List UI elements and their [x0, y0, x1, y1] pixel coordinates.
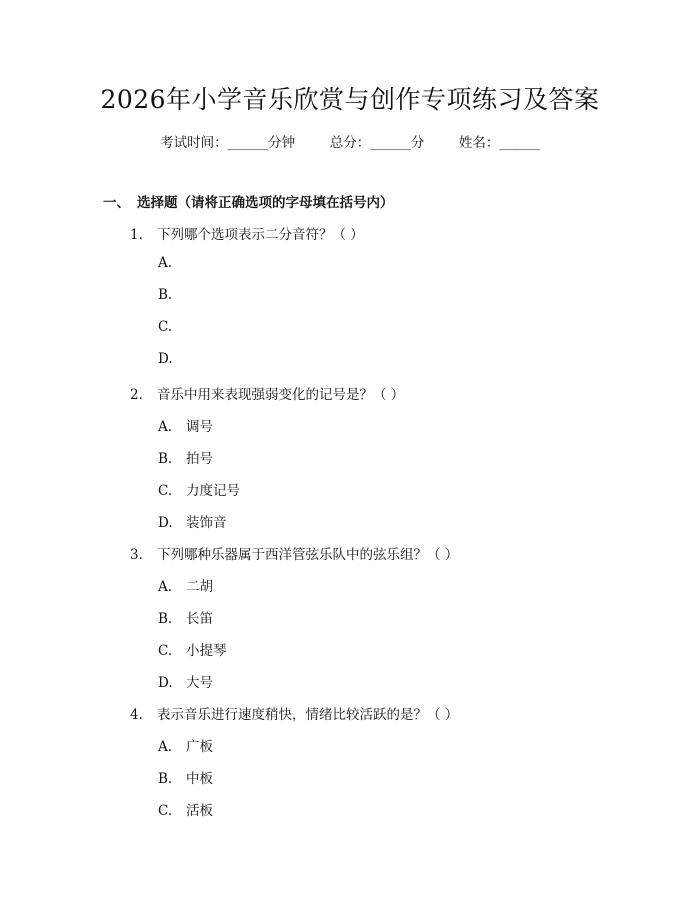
option-letter: C. — [158, 319, 173, 335]
option-item — [158, 607, 213, 627]
option-item — [158, 447, 213, 467]
option-letter: A. — [158, 739, 173, 755]
section-title: 选择题（请将正确选项的字母填在括号内） — [137, 195, 394, 211]
option-text: 活板 — [186, 803, 213, 819]
option-item — [158, 639, 227, 659]
page-title: 2026年小学音乐欣赏与创作专项练习及答案 — [100, 85, 600, 114]
exam-time-blank: ______ — [227, 135, 269, 151]
option-item — [158, 671, 213, 691]
option-text: 小提琴 — [186, 643, 227, 659]
section-number: 一、 — [103, 195, 130, 211]
question-item — [130, 703, 458, 723]
option-item — [158, 767, 213, 787]
question-text: 下列哪种乐器属于西洋管弦乐队中的弦乐组？（ ） — [157, 547, 459, 563]
option-text: 调号 — [186, 419, 213, 435]
option-letter: A. — [158, 579, 173, 595]
option-item — [158, 319, 186, 335]
option-item — [158, 415, 213, 435]
option-item — [158, 351, 186, 367]
option-letter: A. — [158, 255, 173, 271]
question-number: 1. — [130, 227, 143, 243]
option-item — [158, 575, 213, 595]
option-item — [158, 255, 186, 271]
option-letter: B. — [158, 611, 173, 627]
name-label: 姓名： — [458, 135, 500, 151]
question-number: 3. — [130, 547, 143, 563]
option-text: 长笛 — [186, 611, 213, 627]
option-text: 装饰音 — [186, 515, 227, 531]
total-score-blank: ______ — [370, 135, 411, 151]
option-letter: C. — [158, 643, 173, 659]
option-letter: D. — [158, 351, 173, 367]
question-number: 2. — [130, 387, 143, 403]
question-text: 表示音乐进行速度稍快，情绪比较活跃的是？（ ） — [157, 707, 459, 723]
option-letter: B. — [158, 451, 173, 467]
option-item — [158, 479, 240, 499]
option-text: 大号 — [186, 675, 213, 691]
option-letter: B. — [158, 287, 173, 303]
question-item — [130, 543, 458, 563]
section-heading — [103, 191, 394, 211]
option-letter: A. — [158, 419, 173, 435]
question-number: 4. — [130, 707, 143, 723]
option-letter: D. — [158, 515, 173, 531]
question-text: 音乐中用来表现强弱变化的记号是？（ ） — [157, 387, 405, 403]
option-text: 中板 — [186, 771, 213, 787]
total-score-label: 总分： — [329, 135, 371, 151]
option-item — [158, 511, 227, 531]
option-letter: B. — [158, 771, 173, 787]
option-text: 拍号 — [186, 451, 213, 467]
option-letter: C. — [158, 483, 173, 499]
question-item — [130, 223, 364, 243]
question-text: 下列哪个选项表示二分音符？（ ） — [157, 227, 364, 243]
option-item — [158, 735, 213, 755]
exam-time-label: 考试时间： — [160, 135, 228, 151]
name-blank: ______ — [499, 135, 540, 151]
option-text: 力度记号 — [186, 483, 240, 499]
option-letter: D. — [158, 675, 173, 691]
option-letter: C. — [158, 803, 173, 819]
option-item — [158, 799, 213, 819]
option-text: 广板 — [186, 739, 213, 755]
option-item — [158, 287, 186, 303]
question-item — [130, 383, 404, 403]
exam-info-line — [0, 131, 700, 151]
exam-time-unit: 分钟 — [268, 135, 296, 151]
total-score-unit: 分 — [410, 135, 425, 151]
option-text: 二胡 — [186, 579, 213, 595]
